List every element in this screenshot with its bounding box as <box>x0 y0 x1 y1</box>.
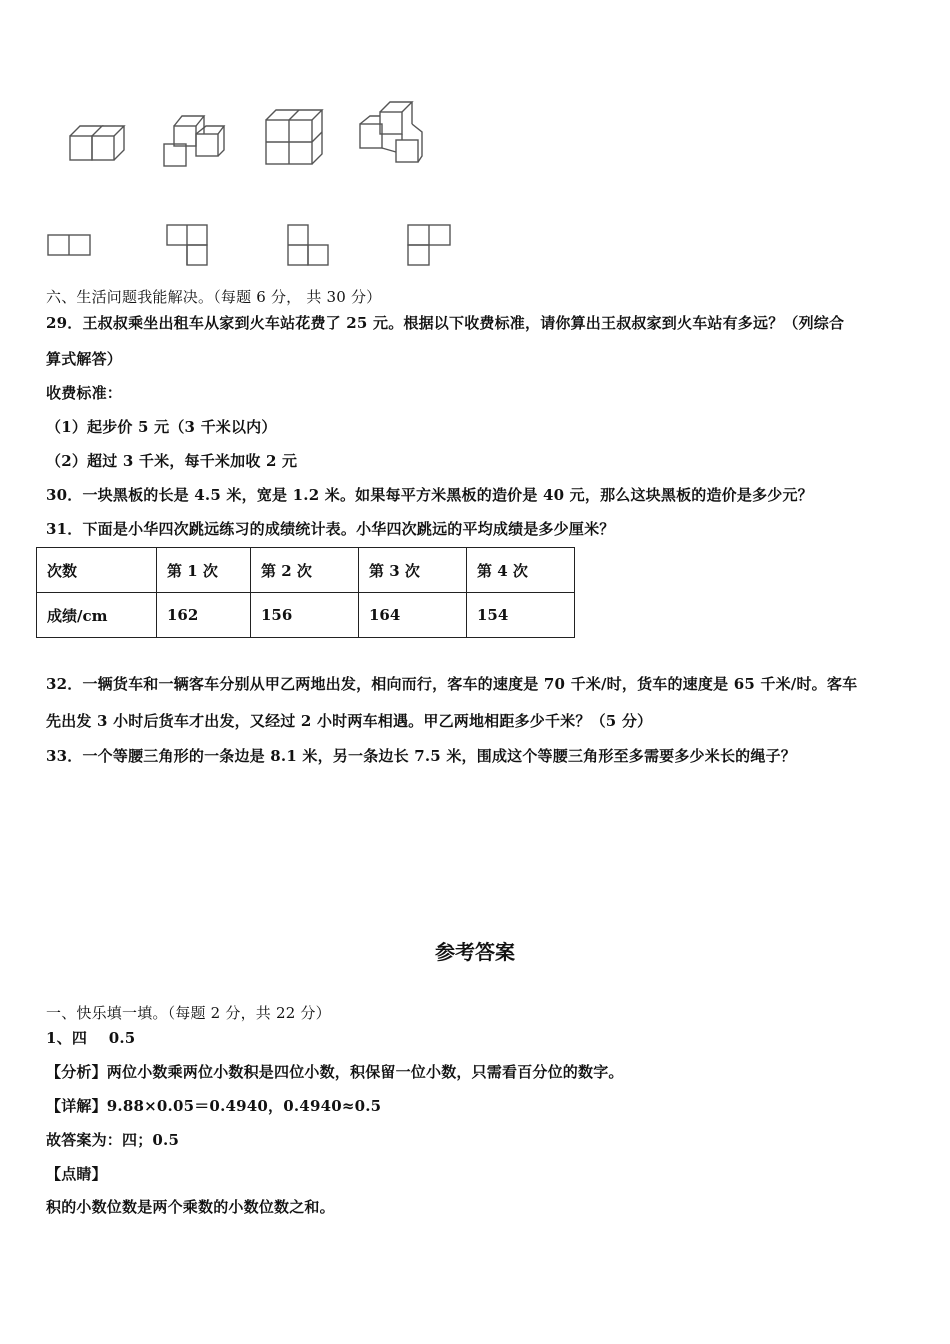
answers-section1-heading: 一、快乐填一填。（每题 2 分，共 22 分） <box>46 1004 331 1022</box>
table-cell: 成绩/cm <box>37 593 157 638</box>
section6-heading: 六、生活问题我能解决。（每题 6 分， 共 30 分） <box>46 288 382 306</box>
view-figure-3 <box>286 223 332 269</box>
table-cell: 164 <box>359 593 467 638</box>
fee-standard-title: 收费标准： <box>46 384 123 402</box>
answer-analysis: 【分析】两位小数乘两位小数积是四位小数，积保留一位小数，只需看百分位的数字。 <box>46 1063 624 1081</box>
table-cell: 第 4 次 <box>467 548 575 593</box>
answer-conclusion: 故答案为：四；0.5 <box>46 1131 180 1149</box>
fee-rule-2: （2）超过 3 千米，每千米加收 2 元 <box>46 452 298 470</box>
table-row <box>37 593 575 638</box>
table-cell: 162 <box>157 593 251 638</box>
cube-figure-3 <box>264 108 324 166</box>
answer-1: 1、四 0.5 <box>46 1029 136 1047</box>
question-32-line2: 先出发 3 小时后货车才出发，又经过 2 小时两车相遇。甲乙两地相距多少千米？（5 分） <box>46 712 653 730</box>
answer-detail: 【详解】9.88×0.05＝0.4940，0.4940≈0.5 <box>46 1097 382 1115</box>
view-figure-2 <box>165 223 211 269</box>
table-cell: 156 <box>251 593 359 638</box>
table-cell: 次数 <box>37 548 157 593</box>
cube-figure-4 <box>358 98 424 166</box>
table-cell: 第 3 次 <box>359 548 467 593</box>
table-row <box>37 548 575 593</box>
question-29-line1: 29．王叔叔乘坐出租车从家到火车站花费了 25 元。根据以下收费标准，请你算出王叔叔家到火车站有多远？（列综合 <box>46 314 845 332</box>
question-31: 31．下面是小华四次跳远练习的成绩统计表。小华四次跳远的平均成绩是多少厘米？ <box>46 520 615 538</box>
table-cell: 第 2 次 <box>251 548 359 593</box>
answers-title: 参考答案 <box>435 940 515 964</box>
answer-comment: 积的小数位数是两个乘数的小数位数之和。 <box>46 1198 335 1216</box>
view-figure-1 <box>46 232 92 258</box>
table-cell: 154 <box>467 593 575 638</box>
question-32-line1: 32．一辆货车和一辆客车分别从甲乙两地出发，相向而行，客车的速度是 70 千米/时，货车的速度是 65 千米/时。客车 <box>46 675 858 693</box>
answer-comment-label: 【点睛】 <box>46 1165 107 1183</box>
cube-figure-1 <box>66 118 126 166</box>
table-cell: 第 1 次 <box>157 548 251 593</box>
question-29-line2: 算式解答） <box>46 350 123 368</box>
cube-figure-2 <box>162 106 226 168</box>
question-33: 33．一个等腰三角形的一条边是 8.1 米，另一条边长 7.5 米，围成这个等腰三角形至多需要多少米长的绳子？ <box>46 747 796 765</box>
question-30: 30．一块黑板的长是 4.5 米，宽是 1.2 米。如果每平方米黑板的造价是 40 元，那么这块黑板的造价是多少元？ <box>46 486 813 504</box>
fee-rule-1: （1）起步价 5 元（3 千米以内） <box>46 418 277 436</box>
jump-score-table <box>36 547 575 638</box>
view-figure-4 <box>406 223 454 269</box>
